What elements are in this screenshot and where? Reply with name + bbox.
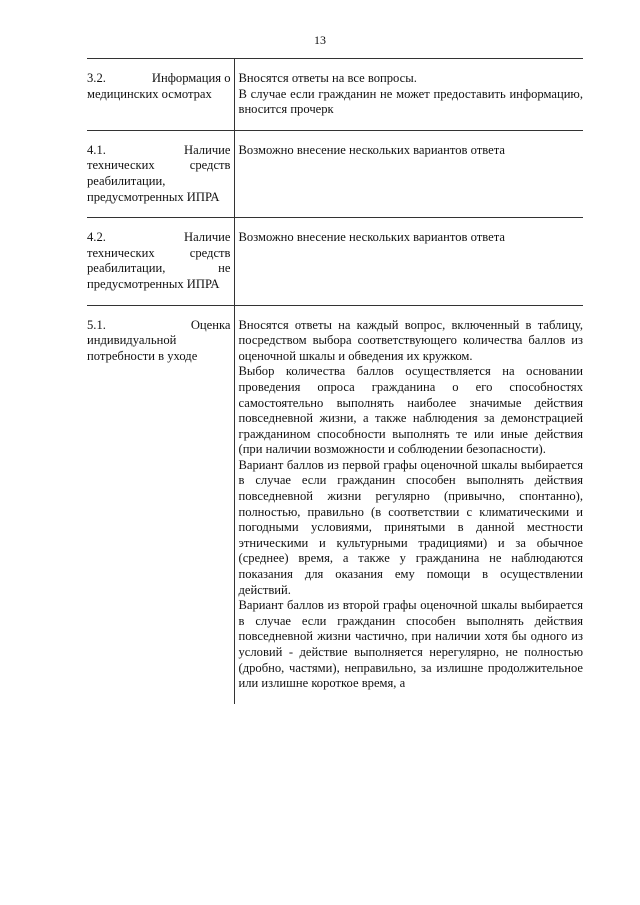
description-cell (234, 305, 583, 704)
item-cell (87, 130, 234, 217)
item-cell (87, 305, 234, 704)
table-row (87, 218, 583, 305)
item-number: 4.2. (87, 230, 106, 245)
description-paragraph: Возможно внесение нескольких вариантов ответа (238, 230, 505, 245)
page-number: 13 (314, 33, 326, 47)
item-term: медицинских осмотрах (87, 86, 212, 101)
description-paragraph: Вариант баллов из первой графы оценочной шкалы выбирается в случае если гражданин способен выполнять действия повседневной жизни регулярно (привычно, спонтанно), полностью, правильно (в соответствии с климатическими и погодными условиями, принятыми в данной местности этническими и культурными традициями) и за обычное (среднее) время, а также у гражданина не наблюдаются показания для оказания ему помощи в осуществлении действий. (238, 457, 583, 597)
description-cell (234, 59, 583, 131)
description-paragraph: Возможно внесение нескольких вариантов ответа (238, 142, 505, 157)
item-term: технических средств реабилитации, не предусмотренных ИПРА (87, 245, 231, 291)
document-table (87, 58, 583, 704)
description-paragraph: В случае если гражданин не может предоставить информацию, вносится прочерк (238, 86, 583, 117)
item-term: индивидуальной потребности в уходе (87, 333, 198, 363)
description-paragraph: Вносятся ответы на каждый вопрос, включенный в таблицу, посредством выбора соответствующего количества баллов из оценочной шкалы и обведения их кружком. (238, 317, 583, 363)
item-cell (87, 218, 234, 305)
table-row (87, 59, 583, 131)
description-cell (234, 130, 583, 217)
item-term: технических средств реабилитации, предусмотренных ИПРА (87, 158, 231, 204)
item-number: 3.2. (87, 71, 106, 85)
table-row (87, 130, 583, 217)
description-paragraph: Вариант баллов из второй графы оценочной шкалы выбирается в случае если гражданин способен выполнять действия повседневной жизни частично, при наличии хотя бы одного из условий - действие выполняется нерегулярно, не полностью (дробно, частями), неправильно, за излишне продолжительное или излишне короткое время, а (238, 598, 583, 691)
description-paragraph: Выбор количества баллов осуществляется на основании проведения опроса гражданина о его способностях самостоятельно выполнять наиболее значимые действия повседневной жизни, а также наблюдения за демонстрацией гражданином способности выполнять те или иные действия (при наличии возможности и соблюдении безопасности). (238, 364, 583, 457)
item-number: 5.1. (87, 317, 106, 332)
description-paragraph: Вносятся ответы на все вопросы. (238, 71, 417, 85)
item-cell (87, 59, 234, 131)
item-term-first: Наличие (184, 230, 231, 245)
item-term-first: Оценка (190, 317, 231, 332)
item-number: 4.1. (87, 142, 106, 157)
item-term-first: Информация о (151, 71, 231, 85)
description-cell (234, 218, 583, 305)
item-term-first: Наличие (184, 142, 231, 157)
table-row (87, 305, 583, 704)
